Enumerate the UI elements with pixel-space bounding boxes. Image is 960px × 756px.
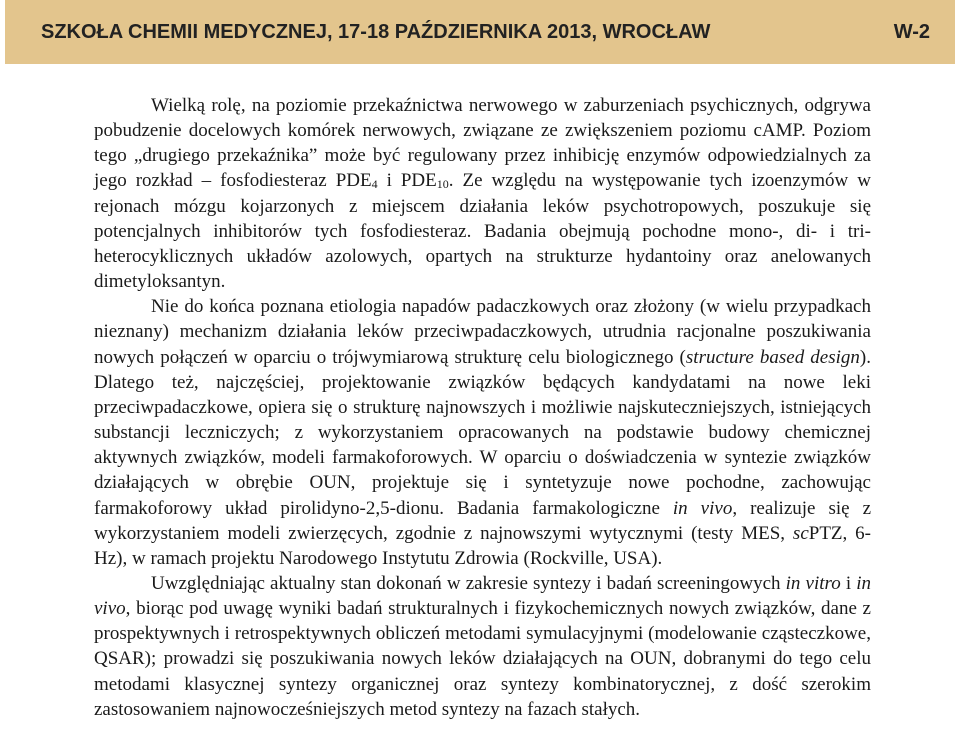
page-header bbox=[5, 0, 955, 64]
p2-italic-3: sc bbox=[792, 522, 809, 544]
document-body bbox=[94, 93, 871, 722]
p2-italic-1: structure based design bbox=[685, 346, 860, 368]
paragraph-3 bbox=[94, 571, 871, 722]
p3-italic-2: in vivo bbox=[94, 572, 872, 620]
p2-italic-2: in vivo bbox=[672, 497, 733, 519]
p2-text-4: PTZ, 6-Hz), w ramach projektu Narodowego Instytutu Zdrowia (Rockville, USA). bbox=[94, 522, 871, 569]
p1-text-1: Wielką rolę, na poziomie przekaźnictwa nerwowego w zaburzeniach psychicznych, odgrywa pobudzenie docelowych komórek nerwowych, związane ze zwiększeniem poziomu cAMP. Poziom tego „drugiego przekaźnika” może być regulowany przez inhibicję enzymów odpowiedzialnych za jego rozkład – fosfodiesteraz PDE bbox=[94, 95, 871, 192]
p1-text-2: i PDE bbox=[377, 170, 437, 192]
p1-subscript-2: 10 bbox=[436, 177, 449, 192]
p1-subscript-1: 4 bbox=[371, 177, 378, 192]
p3-italic-1: in vitro bbox=[785, 572, 841, 594]
p1-text-3: . Ze względu na występowanie tych izoenzymów w rejonach mózgu kojarzonych z miejscem działania leków psychotropowych, poszukuje się potencjalnych inhibitorów tych fosfodiesteraz. Badania obejmują pochodne mono-, di- i tri-heterocyklicznych układów azolowych, opartych na strukturze hydantoiny oraz anelowanych dimetyloksantyn. bbox=[94, 170, 871, 293]
header-title: SZKOŁA CHEMII MEDYCZNEJ, 17-18 PAŹDZIERNIKA 2013, WROCŁAW bbox=[41, 20, 711, 43]
p2-text-2: ). Dlatego też, najczęściej, projektowanie związków będących kandydatami na nowe leki przeciwpadaczkowe, opiera się o strukturę najnowszych i możliwie najskuteczniejszych, istniejących substancji leczniczych; z wykorzystaniem opracowanych na podstawie budowy chemicznej aktywnych związków, modeli farmakoforowych. W oparciu o doświadczenia w syntezie związków działających w obrębie OUN, projektuje się i syntetyzuje nowe pochodne, zachowując farmakoforowy układ pirolidyno-2,5-dionu. Badania farmakologiczne bbox=[94, 346, 871, 519]
p3-text-1: Uwzględniając aktualny stan dokonań w zakresie syntezy i badań screeningowych bbox=[151, 572, 786, 594]
paragraph-1 bbox=[94, 93, 871, 294]
header-code: W-2 bbox=[893, 20, 930, 43]
p3-text-3: , biorąc pod uwagę wyniki badań strukturalnych i fizykochemicznych nowych związków, dane z prospektywnych i retrospektywnych obliczeń metodami symulacyjnymi (modelowanie cząsteczkowe, QSAR); prowadzi się poszukiwania nowych leków działających na OUN, dobranymi do tego celu metodami klasycznej syntezy organicznej oraz syntezy kombinatorycznej, z dość szerokim zastosowaniem najnowocześniejszych metod syntezy na fazach stałych. bbox=[94, 598, 871, 720]
p3-text-2: i bbox=[840, 572, 857, 594]
p2-text-1: Nie do końca poznana etiologia napadów padaczkowych oraz złożony (w wielu przypadkach nieznany) mechanizm działania leków przeciwpadaczkowych, utrudnia racjonalne poszukiwania nowych połączeń w oparciu o trójwymiarową strukturę celu biologicznego ( bbox=[94, 296, 871, 368]
p2-text-3: , realizuje się z wykorzystaniem modeli zwierzęcych, zgodnie z najnowszymi wytycznymi (testy MES, bbox=[94, 497, 872, 544]
paragraph-2 bbox=[94, 294, 871, 571]
